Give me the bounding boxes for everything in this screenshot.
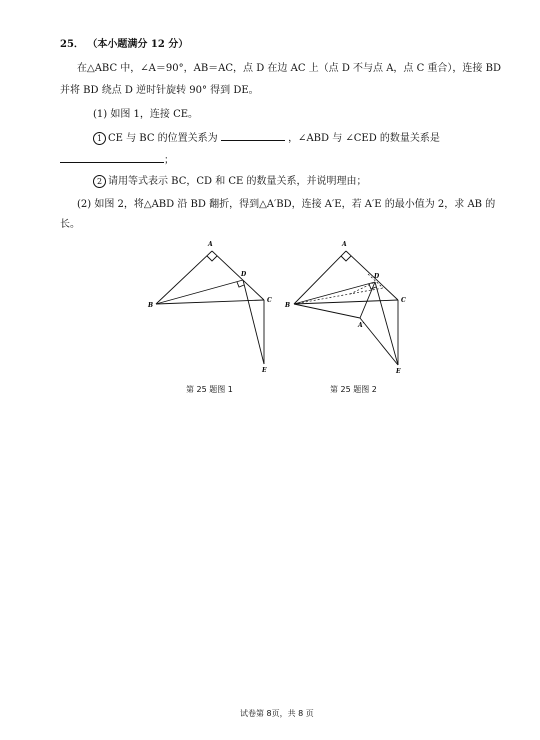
- answer-blank-1[interactable]: [221, 130, 285, 141]
- figure-2-caption: 第 25 题图 2: [330, 385, 377, 394]
- question-1-continued: [60, 152, 174, 168]
- label-e: E: [396, 368, 401, 375]
- label-d: D: [241, 271, 247, 278]
- segment-a-prime-d: [360, 282, 375, 318]
- q1-end: ；: [164, 155, 174, 166]
- segment-de: [375, 282, 398, 365]
- label-a: A: [208, 241, 213, 248]
- page-footer: 试卷第 8页，共 8 页: [240, 709, 314, 718]
- q2-text: 请用等式表示 BC，CD 和 CE 的数量关系，并说明理由；: [108, 176, 367, 187]
- score-note: （本小题满分 12 分）: [87, 39, 189, 50]
- problem-number: 25．: [60, 39, 84, 50]
- label-e: E: [262, 367, 267, 374]
- right-angle-mark-d: [369, 284, 376, 289]
- right-angle-mark-a: [207, 256, 217, 261]
- part2-line-1: (2) 如图 2，将△ABD 沿 BD 翻折，得到△A′BD，连接 A′E，若 A′E 的最小值为 2，求 AB 的: [77, 199, 496, 210]
- label-c: C: [267, 297, 272, 304]
- segment-a-prime-e: [360, 318, 398, 365]
- answer-blank-2[interactable]: [60, 152, 164, 163]
- segment-de: [243, 280, 264, 364]
- circled-number-1: 1: [93, 132, 106, 145]
- segment-bc: [294, 300, 398, 304]
- figure-2: [280, 232, 420, 382]
- label-a: A: [342, 241, 347, 248]
- stem-line-1: 在△ABC 中，∠A＝90°，AB＝AC，点 D 在边 AC 上（点 D 不与点 A，点 C 重合），连接 BD: [77, 63, 501, 74]
- label-c: C: [401, 297, 406, 304]
- circled-number-2: 2: [93, 175, 106, 188]
- figure-1: [140, 232, 280, 382]
- label-a-prime: A′: [358, 322, 365, 329]
- label-b: B: [285, 302, 291, 309]
- right-angle-mark-d: [237, 282, 244, 287]
- question-2: [93, 175, 367, 189]
- question-1: [93, 130, 440, 146]
- segment-ba-prime: [294, 304, 360, 318]
- part1-intro: (1) 如图 1，连接 CE。: [93, 109, 199, 120]
- segment-ac: [212, 251, 264, 300]
- label-b: B: [148, 302, 154, 309]
- part2-line-2: 长。: [60, 219, 80, 230]
- problem-header: [60, 38, 188, 52]
- figure-1-caption: 第 25 题图 1: [186, 385, 233, 394]
- segment-bd: [294, 282, 375, 304]
- label-d: D: [374, 273, 380, 280]
- segment-ac: [346, 251, 398, 300]
- right-angle-mark-a: [341, 256, 351, 261]
- q1-text-b: ，∠ABD 与 ∠CED 的数量关系是: [288, 133, 440, 144]
- q1-text-a: CE 与 BC 的位置关系为: [108, 133, 218, 144]
- stem-line-2: 并将 BD 绕点 D 逆时针旋转 90° 得到 DE。: [60, 85, 259, 96]
